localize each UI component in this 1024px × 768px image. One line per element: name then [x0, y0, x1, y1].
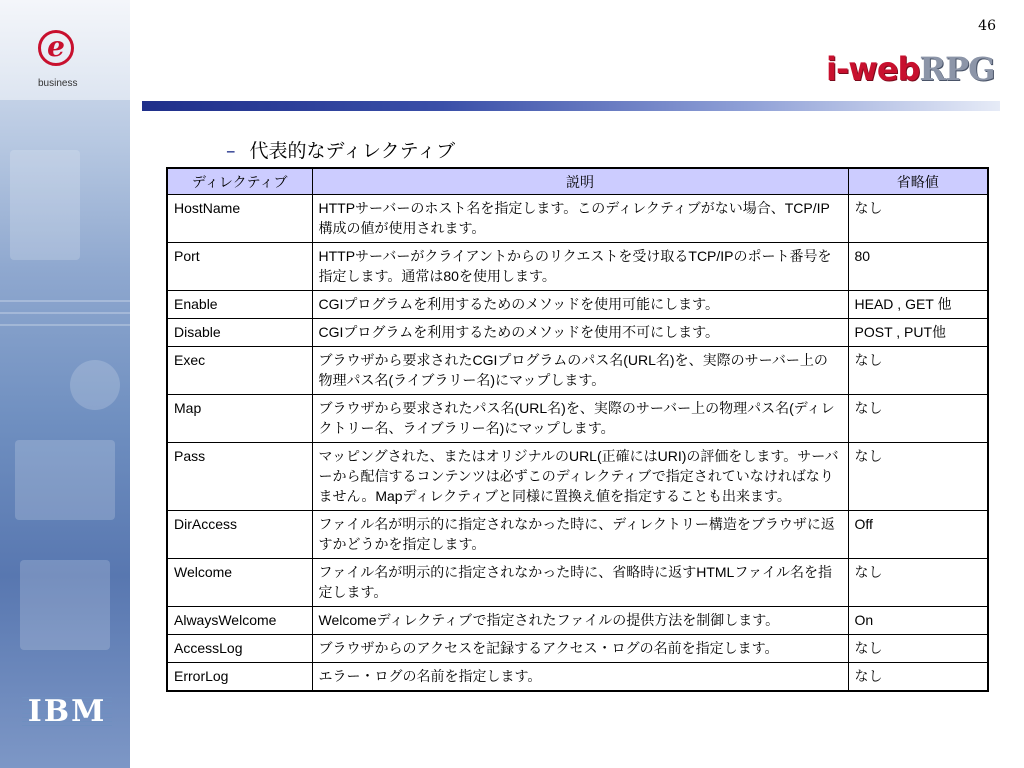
default-value-cell: Off	[848, 511, 988, 559]
description-cell: ファイル名が明示的に指定されなかった時に、ディレクトリー構造をブラウザに返すかどうかを指定します。	[312, 511, 848, 559]
sidebar-decoration-line	[0, 312, 130, 314]
column-header-description: 説明	[312, 168, 848, 195]
ebusiness-label: business	[38, 78, 78, 89]
table-row	[167, 443, 988, 511]
table-row	[167, 395, 988, 443]
page-number: 46	[978, 18, 996, 34]
sidebar-decoration-line	[0, 300, 130, 302]
default-value-cell: なし	[848, 635, 988, 663]
default-value-cell: なし	[848, 347, 988, 395]
table-row	[167, 559, 988, 607]
bullet-dash: –	[226, 140, 236, 162]
column-header-directive: ディレクティブ	[167, 168, 312, 195]
ibm-logo: IBM	[22, 694, 112, 728]
description-cell: エラー・ログの名前を指定します。	[312, 663, 848, 692]
sidebar-decoration-panel	[15, 440, 115, 520]
directive-name-cell: ErrorLog	[167, 663, 312, 692]
brand-logo-part1: i-web	[826, 50, 920, 88]
table-row	[167, 291, 988, 319]
directive-name-cell: AccessLog	[167, 635, 312, 663]
iwebrpg-logo	[826, 50, 994, 88]
description-cell: HTTPサーバーのホスト名を指定します。このディレクティブがない場合、TCP/IP構成の値が使用されます。	[312, 195, 848, 243]
description-cell: HTTPサーバーがクライアントからのリクエストを受け取るTCP/IPのポート番号を指定します。通常は80を使用します。	[312, 243, 848, 291]
sidebar-decoration-line	[0, 324, 130, 326]
ebusiness-logo-icon: e	[38, 30, 74, 66]
default-value-cell: POST , PUT他	[848, 319, 988, 347]
default-value-cell: なし	[848, 443, 988, 511]
directive-name-cell: DirAccess	[167, 511, 312, 559]
column-header-default: 省略値	[848, 168, 988, 195]
directive-name-cell: Enable	[167, 291, 312, 319]
decorative-sidebar	[0, 0, 130, 768]
default-value-cell: HEAD , GET 他	[848, 291, 988, 319]
directive-name-cell: Map	[167, 395, 312, 443]
section-heading	[226, 136, 455, 163]
table-header-row	[167, 168, 988, 195]
default-value-cell: 80	[848, 243, 988, 291]
directive-name-cell: Welcome	[167, 559, 312, 607]
description-cell: CGIプログラムを利用するためのメソッドを使用不可にします。	[312, 319, 848, 347]
table-row	[167, 319, 988, 347]
ebusiness-logo-area	[0, 0, 130, 100]
directive-name-cell: Exec	[167, 347, 312, 395]
directive-name-cell: Disable	[167, 319, 312, 347]
sidebar-decoration-panel	[20, 560, 110, 650]
description-cell: ブラウザから要求されたCGIプログラムのパス名(URL名)を、実際のサーバー上の物理パス名(ライブラリー名)にマップします。	[312, 347, 848, 395]
table-row	[167, 607, 988, 635]
default-value-cell: なし	[848, 663, 988, 692]
directive-name-cell: HostName	[167, 195, 312, 243]
table-row	[167, 243, 988, 291]
description-cell: ファイル名が明示的に指定されなかった時に、省略時に返すHTMLファイル名を指定します。	[312, 559, 848, 607]
table-row	[167, 635, 988, 663]
default-value-cell: なし	[848, 195, 988, 243]
table-row	[167, 347, 988, 395]
default-value-cell: なし	[848, 395, 988, 443]
default-value-cell: なし	[848, 559, 988, 607]
directive-name-cell: Pass	[167, 443, 312, 511]
description-cell: マッピングされた、またはオリジナルのURL(正確にはURI)の評価をします。サーバーから配信するコンテンツは必ずこのディレクティブで指定されていなければなりません。Mapディレクティブと同様に置換え値を指定することも出来ます。	[312, 443, 848, 511]
header-gradient-bar	[142, 101, 1000, 111]
directive-name-cell: AlwaysWelcome	[167, 607, 312, 635]
sidebar-decoration-figure	[10, 150, 80, 260]
directive-table	[166, 167, 989, 692]
table-row	[167, 511, 988, 559]
description-cell: ブラウザから要求されたパス名(URL名)を、実際のサーバー上の物理パス名(ディレクトリー名、ライブラリー名)にマップします。	[312, 395, 848, 443]
table-row	[167, 663, 988, 692]
description-cell: ブラウザからのアクセスを記録するアクセス・ログの名前を指定します。	[312, 635, 848, 663]
directive-name-cell: Port	[167, 243, 312, 291]
table-row	[167, 195, 988, 243]
brand-logo-part2: RPG	[919, 50, 995, 88]
description-cell: CGIプログラムを利用するためのメソッドを使用可能にします。	[312, 291, 848, 319]
description-cell: Welcomeディレクティブで指定されたファイルの提供方法を制御します。	[312, 607, 848, 635]
section-heading-text: 代表的なディレクティブ	[249, 140, 456, 162]
default-value-cell: On	[848, 607, 988, 635]
sidebar-decoration-circle	[70, 360, 120, 410]
